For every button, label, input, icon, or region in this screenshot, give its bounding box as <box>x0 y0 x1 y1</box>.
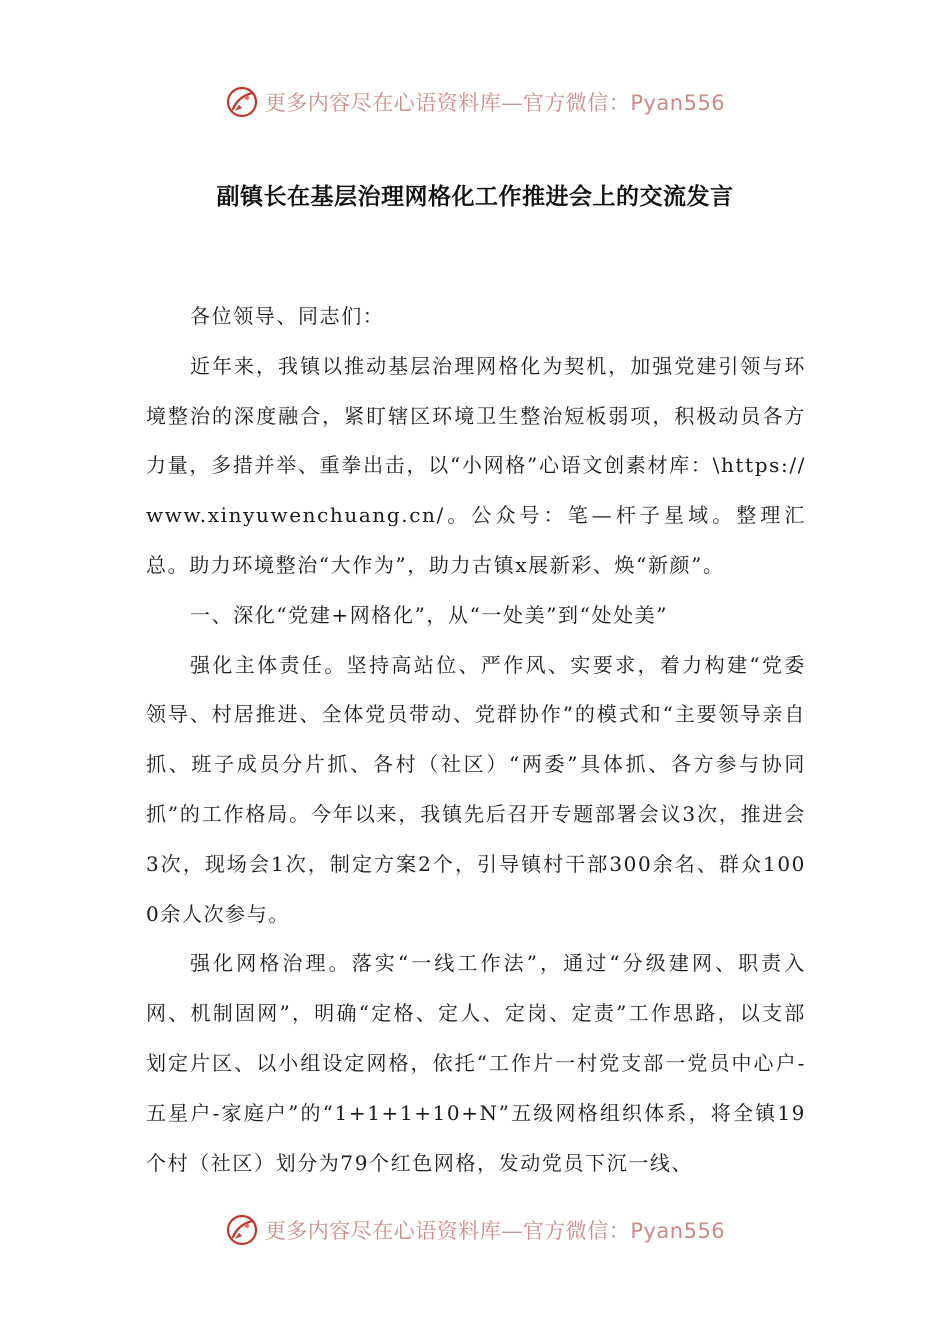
footer-banner <box>0 1208 950 1252</box>
document-body <box>146 292 806 1188</box>
pen-logo-icon <box>225 1213 259 1247</box>
document-title: 副镇长在基层治理网格化工作推进会上的交流发言 <box>216 184 734 210</box>
paragraph-grid-governance: 强化网格治理。落实“一线工作法”，通过“分级建网、职责入网、机制固网”，明确“定格、定人、定岗、定责”工作思路，以支部划定片区、以小组设定网格，依托“工作片一村党支部一党员中心户-五星户-家庭户”的“1+1+1+10+N”五级网格组织体系，将全镇19个村（社区）划分为79个红色网格，发动党员下沉一线、 <box>146 951 806 1175</box>
section-heading-1: 一、深化“党建+网格化”，从“一处美”到“处处美” <box>190 602 669 627</box>
pen-logo-icon <box>225 85 259 119</box>
paragraph-salutation: 各位领导、同志们： <box>190 304 385 328</box>
footer-banner-label: 官方微信： <box>522 1219 631 1243</box>
paragraph-responsibility: 强化主体责任。坚持高站位、严作风、实要求，着力构建“党委领导、村居推进、全体党员带动、党群协作”的模式和“主要领导亲自抓、班子成员分片抓、各村（社区）“两委”具体抓、各方参与协同抓”的工作格局。今年以来，我镇先后召开专题部署会议3次，推进会3次，现场会1次，制定方案2个，引导镇村干部300余名、群众1000余人次参与。 <box>146 652 806 926</box>
header-banner-label: 官方微信： <box>522 91 631 115</box>
paragraph-intro: 近年来，我镇以推动基层治理网格化为契机，加强党建引领与环境整治的深度融合，紧盯辖区环境卫生整治短板弱项，积极动员各方力量，多措并举、重拳出击，以“小网格”心语文创素材库：\https://www.xinyuwenchuang.cn/。公众号：笔—杆子星域。整理汇总。助力环境整治“大作为”，助力古镇x展新彩、焕“新颜”。 <box>146 353 806 577</box>
header-banner-dash: — <box>501 91 523 115</box>
footer-banner-wechat: Pyan556 <box>630 1219 726 1243</box>
header-banner <box>0 80 950 124</box>
footer-banner-dash: — <box>501 1219 523 1243</box>
header-banner-text <box>265 87 725 117</box>
header-banner-prefix: 更多内容尽在心语资料库 <box>264 91 502 115</box>
footer-banner-text <box>265 1215 725 1245</box>
header-banner-wechat: Pyan556 <box>630 91 726 115</box>
footer-banner-prefix: 更多内容尽在心语资料库 <box>264 1219 502 1243</box>
